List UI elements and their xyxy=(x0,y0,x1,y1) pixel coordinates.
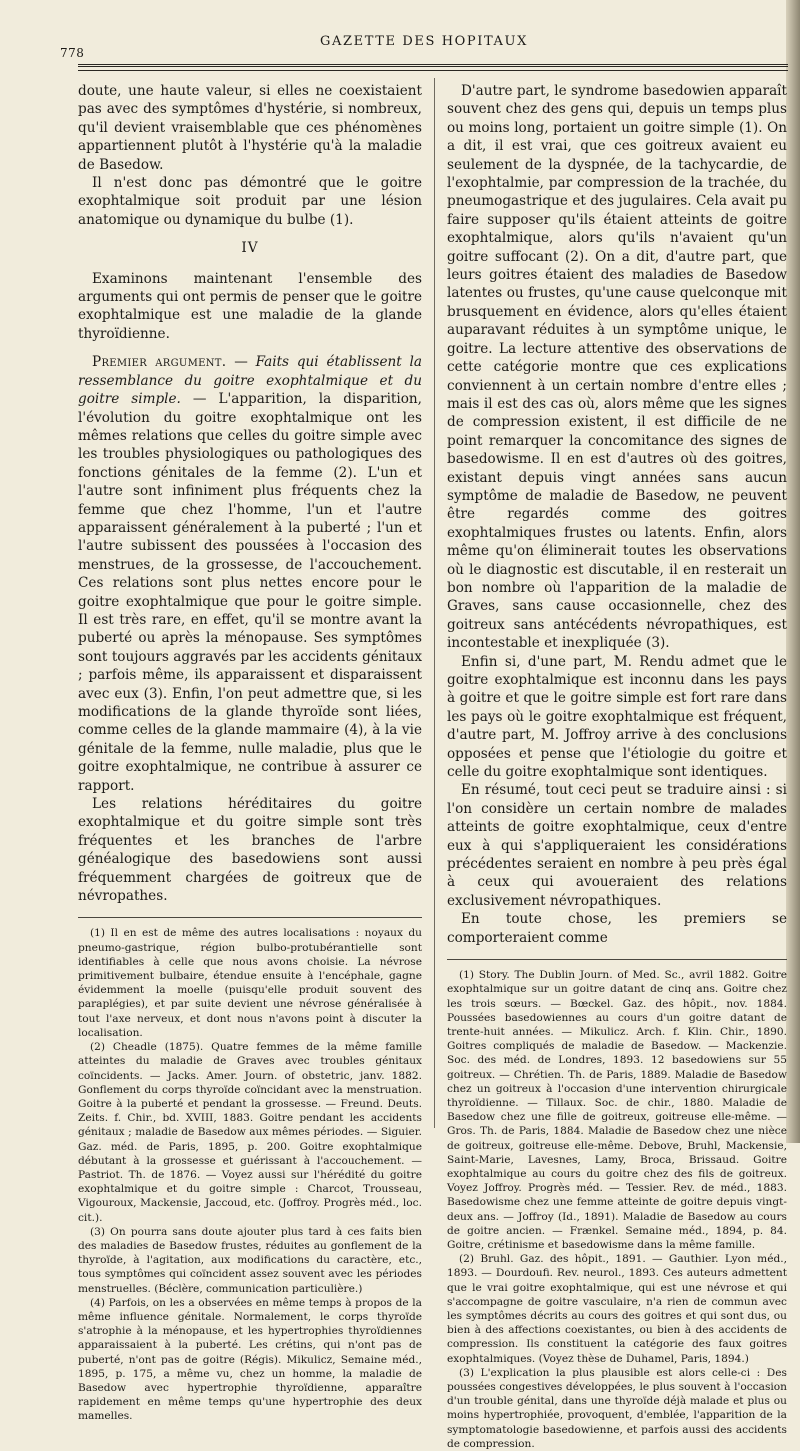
paragraph: Les relations héréditaires du goitre exophtalmique et du goitre simple sont très fréquentes et les branches de l'arbre généalogique des basedowiens sont aussi fréquemment chargées de goitreux que de névropathes. xyxy=(78,796,422,905)
right-footnotes xyxy=(447,968,787,1451)
paragraph: Il n'est donc pas démontré que le goitre exophtalmique soit produit par une lésion anatomique ou dynamique du bulbe (1). xyxy=(78,175,422,228)
page-number: 778 xyxy=(60,46,85,60)
paragraph: En toute chose, les premiers se comporteraient comme xyxy=(447,911,787,946)
footnote-rule xyxy=(447,959,787,960)
footnote: (4) Parfois, on les a observées en même temps à propos de la même influence génitale. Normalement, le corps thyroïde s'atrophie à la ménopause, et les hypertrophies thyroïdiennes apparaissaient à la puberté. Les crétins, qui n'ont pas de puberté, n'ont pas de goitre (Régis). Mikulicz, Semaine méd., 1895, p. 175, a même vu, chez un homme, la maladie de Basedow avec hypertrophie thyroïdienne, apparaître rapidement en même temps qu'une hypertrophie des deux mamelles. xyxy=(78,1296,422,1423)
header-rule xyxy=(78,64,788,67)
paragraph: D'autre part, le syndrome basedowien apparaît souvent chez des gens qui, depuis un temps plus ou moins long, portaient un goitre simple (1). On a dit, il est vrai, que ces goitreux avaient eu seulement de la dyspnée, de la tachycardie, de l'exophtalmie, par compression de la trachée, du pneumogastrique et des jugulaires. Cela avait pu faire supposer qu'ils étaient atteints de goitre exophtalmique, alors qu'ils n'avaient qu'un goitre suffocant (2). On a dit, d'autre part, que leurs goitres étaient des maladies de Basedow latentes ou frustes, qu'une cause quelconque mit brusquement en évidence, alors qu'elles étaient auparavant réduites à un symptôme unique, le goitre. La lecture attentive des observations de cette catégorie montre que ces explications conviennent à un certain nombre d'entre elles ; mais il est des cas où, alors même que les signes de compression existent, il est difficile de ne point remarquer la concomitance des signes de basedowisme. Il en est d'autres où des goitres, existant depuis vingt années sans aucun symptôme de maladie de Basedow, ne peuvent être regardés comme des goitres exophtalmiques frustes ou latents. Enfin, alors même qu'on éliminerait toutes les observations où le diagnostic est discutable, il en resterait un bon nombre où l'apparition de la maladie de Graves, sans cause occasionnelle, chez des goitreux sans antécédents névropathiques, est incontestable et inexpliquée (3). xyxy=(447,83,787,652)
column-divider xyxy=(434,78,435,1128)
page-header xyxy=(60,34,788,64)
argument-text: — L'apparition, la disparition, l'évolution du goitre exophtalmique ont les mêmes relations que celles du goitre simple avec les troubles physiologiques ou pathologiques des fonctions génitales de la femme (2). L'un et l'autre sont infiniment plus fréquents chez la femme que chez l'homme, l'un et l'autre apparaissent généralement à la puberté ; l'un et l'autre subissent des poussées à l'occasion des menstrues, de la grossesse, de l'accouchement. Ces relations sont plus nettes encore pour le goitre exophtalmique que pour le goitre simple. Il est très rare, en effet, qu'il se montre avant la puberté ou après la ménopause. Ses symptômes sont toujours aggravés par les accidents génitaux ; parfois même, ils apparaissent et disparaissent avec eux (3). Enfin, l'on peut admettre que, si les modifications de la glande thyroïde sont liées, comme celles de la glande mammaire (4), à la vie génitale de la femme, nulle maladie, plus que le goitre exophtalmique, ne contribue à assurer ce rapport. xyxy=(78,391,422,794)
footnote-rule xyxy=(78,917,422,918)
argument-paragraph xyxy=(78,353,422,795)
footnote: (2) Bruhl. Gaz. des hôpit., 1891. — Gauthier. Lyon méd., 1893. — Dourdoufi. Rev. neurol., 1893. Ces auteurs admettent que le vrai goitre exophtalmique, qui est une névrose et qui s'accompagne de goitre vasculaire, n'a rien de commun avec les symptômes décrits au cours des goitres et qui sont dus, ou bien à des affections coexistantes, ou bien à des accidents de compression. Ils constituent la catégorie des faux goitres exophtalmiques. (Voyez thèse de Duhamel, Paris, 1894.) xyxy=(447,1253,787,1365)
heading-dash: — xyxy=(226,354,256,371)
running-title: GAZETTE DES HOPITAUX xyxy=(320,34,528,49)
paragraph: doute, une haute valeur, si elles ne coexistaient pas avec des symptômes d'hystérie, si nombreux, qu'il devient vraisemblable que ces phénomènes appartiennent plutôt à l'hystérie qu'à la maladie de Basedow. xyxy=(78,83,422,173)
right-body xyxy=(447,82,787,947)
footnote: (1) Story. The Dublin Journ. of Med. Sc., avril 1882. Goitre exophtalmique sur un goitre datant de cinq ans. Goitre chez les trois sœurs. — Bœckel. Gaz. des hôpit., nov. 1884. Poussées basedowiennes au cours d'un goitre datant de trente-huit années. — Mikulicz. Arch. f. Klin. Chir., 1890. Goitres compliqués de maladie de Basedow. — Mackenzie. Soc. des méd. de Londres, 1893. 12 basedowiens sur 55 goitreux. — Chrétien. Th. de Paris, 1889. Maladie de Basedow chez un goitreux à l'occasion d'une intervention chirurgicale thyroïdienne. — Tillaux. Soc. de chir., 1880. Maladie de Basedow chez une fille de goitreux, goitreuse elle-même. — Gros. Th. de Paris, 1884. Maladie de Basedow chez une nièce de goitreux, goitreuse elle-même. Debove, Bruhl, Mackensie, Saint-Marie, Lavesnes, Lamy, Broca, Brissaud. Goitre exophtalmique au cours du goitre chez des fils de goitreux. Voyez Joffroy. Progrès méd. — Tessier. Rev. de méd., 1883. Basedowisme chez une femme atteinte de goitre depuis vingt-deux ans. — Joffroy (Id., 1891). Maladie de Basedow au cours de goitre ancien. — Frænkel. Semaine méd., 1894, p. 84. Goitre, crétinisme et basedowisme dans la même famille. xyxy=(447,969,787,1251)
footnote: (3) L'explication la plus plausible est alors celle-ci : Des poussées congestives développées, le plus souvent à l'occasion d'un trouble génital, dans une thyroïde déjà malade et plus ou moins hypertrophiée, provoquent, d'emblée, l'apparition de la symptomatologie basedowienne, et parfois aussi des accidents de compression. xyxy=(447,1366,787,1450)
binding-edge xyxy=(786,0,800,1143)
footnote: (3) On pourra sans doute ajouter plus tard à ces faits bien des maladies de Basedow frustes, réduites au gonflement de la thyroïde, à l'agitation, aux modifications du caractère, etc., tous symptômes qui coïncident assez souvent avec les périodes menstruelles. (Béclère, communication particulière.) xyxy=(78,1225,422,1295)
argument-title: Faits qui établissent la ressemblance du goitre exophtalmique et du goitre simple. xyxy=(78,354,422,408)
paragraph: Enfin si, d'une part, M. Rendu admet que le goitre exophtalmique est inconnu dans les pays à goitre et que le goitre simple est fort rare dans les pays où le goitre exophtalmique est fréquent, d'autre part, M. Joffroy arrive à des conclusions opposées et pense que l'étiologie du goitre et celle du goitre exophtalmique sont identiques. xyxy=(447,653,787,781)
footnote: (2) Cheadle (1875). Quatre femmes de la même famille atteintes du maladie de Graves avec troubles génitaux coïncidents. — Jacks. Amer. Journ. of obstetric, janv. 1882. Gonflement du corps thyroïde coïncidant avec la menstruation. Goitre à la puberté et pendant la grossesse. — Freund. Deuts. Zeits. f. Chir., bd. XVIII, 1883. Goitre pendant les accidents génitaux ; maladie de Basedow aux mêmes périodes. — Siguier. Gaz. méd. de Paris, 1895, p. 200. Goitre exophtalmique débutant à la grossesse et guérissant à l'accouchement. — Pastriot. Th. de 1876. — Voyez aussi sur l'hérédité du goitre exophtalmique et du goitre simple : Charcot, Trousseau, Vigouroux, Mackensie, Jaccoud, etc. (Joffroy. Progrès méd., loc. cit.). xyxy=(78,1041,422,1224)
right-column xyxy=(447,82,787,1451)
paragraph: Examinons maintenant l'ensemble des arguments qui ont permis de penser que le goitre exophtalmique est une maladie de la glande thyroïdienne. xyxy=(78,270,422,342)
left-footnotes xyxy=(78,926,422,1423)
footnote: (1) Il en est de même des autres localisations : noyaux du pneumo-gastrique, région bulbo-protubérantielle sont identifiables à celle que nous avons choisie. La névrose primitivement bulbaire, étendue ensuite à l'encéphale, gagne évidemment la moelle (puisqu'elle produit souvent des paraplégies), et par suite devient une névrose généralisée à tout l'axe nerveux, et dont nous n'avons point à discuter la localisation. xyxy=(78,927,422,1039)
section-number: IV xyxy=(241,240,259,257)
left-body xyxy=(78,82,422,905)
argument-heading: Premier argument. xyxy=(92,354,227,371)
header-rule-thin xyxy=(78,70,788,71)
paragraph: En résumé, tout ceci peut se traduire ainsi : si l'on considère un certain nombre de malades atteints de goitre exophtalmique, ceux d'entre eux à qui s'appliqueraient les considérations précédentes seraient en nombre à peu près égal à ceux qui avoueraient des relations exclusivement névropathiques. xyxy=(447,782,787,909)
left-column xyxy=(78,82,422,1424)
